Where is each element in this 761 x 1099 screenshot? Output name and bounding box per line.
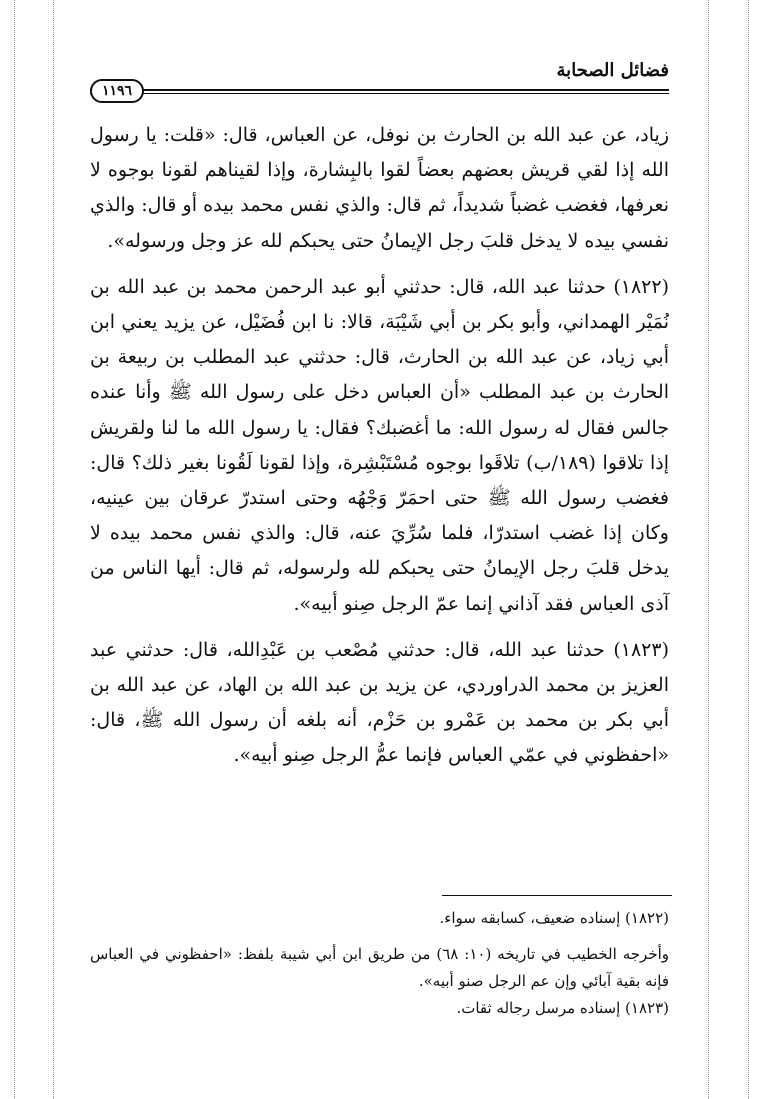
running-title: فضائل الصحابة <box>556 60 669 81</box>
dotted-guide-left-inner <box>53 0 54 1099</box>
footnote-1822-source: وأخرجه الخطيب في تاريخه (١٠: ٦٨) من طريق ابن أبي شيبة بلفظ: «احفظوني في العباس فإنه بقية آبائي وإن عم الرجل صنو أبيه». <box>90 945 669 990</box>
header-rule <box>90 89 669 94</box>
paragraph-1822: (١٨٢٢) حدثنا عبد الله، قال: حدثني أبو عبد الرحمن محمد بن عبد الله بن نُمَيْر الهمداني، وأبو بكر بن أبي شَيْبَة، قالا: نا ابن فُضَيْل، عن يزيد يعني ابن أبي زياد، عن عبد الله بن الحارث، قال: حدثني عبد المطلب بن ربيعة بن الحارث بن عبد المطلب «أن العباس دخل على رسول الله ﷺ وأنا عنده جالس فقال له رسول الله: ما أغضبك؟ فقال: يا رسول الله ما لنا ولقريش إذا تلاقوا (١٨٩/ب) تلاقَوا بوجوه مُسْتَبْشِرة، وإذا لقونا لَقُونا بغير ذلك؟ قال: فغضب رسول الله ﷺ حتى احمَرّ وَجْهُه وحتى استدرّ عرقان بين عينيه، وكان إذا غضب استدرّا، فلما سُرِّيَ عنه، قال: والذي نفس محمد بيده لا يدخل قلبَ رجل الإيمانُ حتى يحبكم لله ولرسوله، ثم قال: أيها الناس من آذى العباس فقد آذاني إنما عمّ الرجل صِنو أبيه». <box>90 275 670 615</box>
paragraph-1823: (١٨٢٣) حدثنا عبد الله، قال: حدثني مُصْعب بن عَبْدِالله، قال: حدثني عبد العزيز بن محمد الدراوردي، عن يزيد بن عبد الله بن الهاد، عن عبد الله بن أبي بكر بن محمد بن عَمْرو بن حَزْم، أنه بلغه أن رسول الله ﷺ، قال: «احفظوني في عمّي العباس فإنما عمُّ الرجل صِنو أبيه». <box>90 638 669 767</box>
page-header <box>90 60 669 100</box>
paragraph-continuation: زياد، عن عبد الله بن الحارث بن نوفل، عن العباس، قال: «قلت: يا رسول الله إذا لقي قريش بعضهم بعضاً لقوا بالبِشارة، وإذا لقيناهم لقونا بوجوه لا نعرفها، فغضب غضباً شديداً، ثم قال: والذي نفس محمد بيده أو قال: والذي نفسي بيده لا يدخل قلبَ رجل الإيمانُ حتى يحبكم لله عز وجل ورسوله». <box>90 124 669 252</box>
footnote-1822: (١٨٢٢) إسناده ضعيف، كسابقه سواء. <box>439 909 669 927</box>
footnote-rule <box>442 895 672 896</box>
dotted-guide-left <box>14 0 15 1099</box>
main-text <box>90 118 669 774</box>
page-number: ١١٩٦ <box>90 79 144 103</box>
dotted-guide-right-inner <box>708 0 709 1099</box>
dotted-guide-right <box>748 0 749 1099</box>
footnote-1823: (١٨٢٣) إسناده مرسل رجاله ثقات. <box>456 999 669 1017</box>
footnotes <box>90 905 669 1022</box>
